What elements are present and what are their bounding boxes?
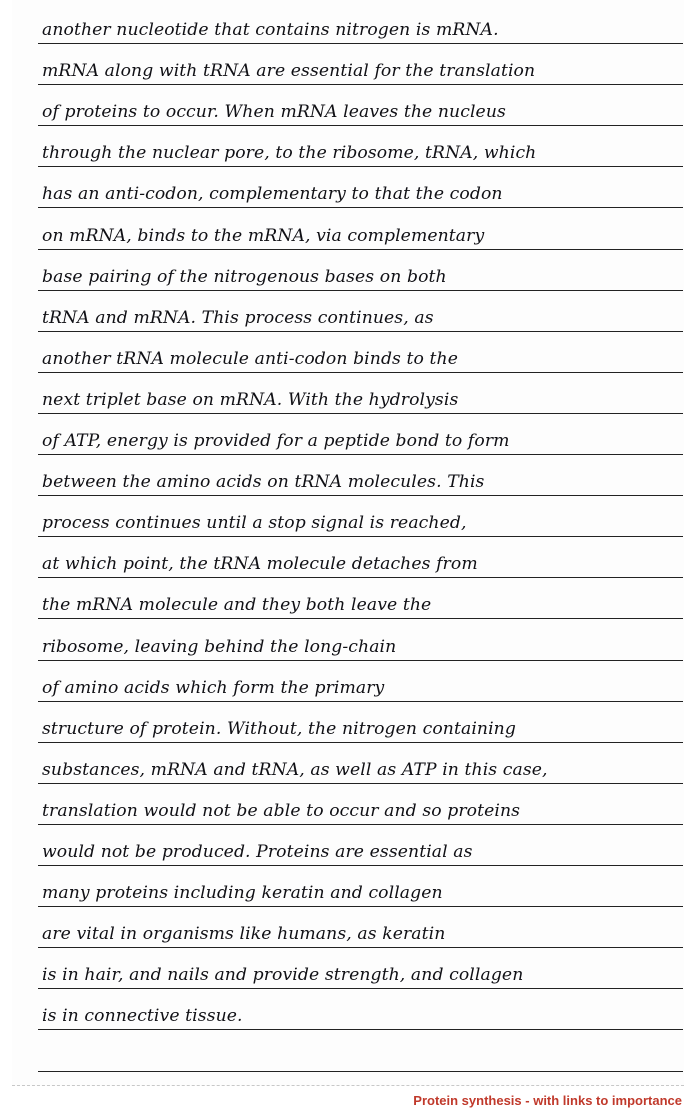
handwritten-line: on mRNA, binds to the mRNA, via complementary: [42, 225, 485, 246]
handwritten-line: base pairing of the nitrogenous bases on both: [42, 266, 447, 287]
page-caption: Protein synthesis - with links to importance: [413, 1093, 682, 1108]
handwritten-line: are vital in organisms like humans, as keratin: [42, 924, 446, 945]
handwritten-line: mRNA along with tRNA are essential for the translation: [42, 61, 536, 82]
handwritten-line: is in hair, and nails and provide strength, and collagen: [42, 965, 524, 986]
handwritten-line: would not be produced. Proteins are essential as: [42, 842, 473, 862]
handwritten-line: process continues until a stop signal is reached,: [42, 513, 467, 534]
handwritten-sheet: [12, 0, 684, 1086]
handwritten-line: substances, mRNA and tRNA, as well as ATP in this case,: [42, 759, 548, 780]
handwritten-line: at which point, the tRNA molecule detaches from: [42, 554, 478, 575]
handwritten-line: the mRNA molecule and they both leave the: [42, 595, 432, 616]
handwritten-line: of proteins to occur. When mRNA leaves the nucleus: [42, 102, 506, 123]
handwritten-line: through the nuclear pore, to the ribosome, tRNA, which: [42, 143, 537, 164]
handwritten-line: has an anti-codon, complementary to that the codon: [42, 184, 503, 205]
handwritten-line: another nucleotide that contains nitrogen is mRNA.: [42, 20, 499, 40]
handwritten-line: of ATP, energy is provided for a peptide bond to form: [42, 431, 510, 451]
handwritten-line: between the amino acids on tRNA molecules. This: [42, 472, 485, 493]
handwritten-line: structure of protein. Without, the nitrogen containing: [42, 718, 516, 739]
handwritten-line: tRNA and mRNA. This process continues, as: [42, 307, 434, 328]
handwritten-line: ribosome, leaving behind the long-chain: [42, 636, 397, 657]
handwritten-text-block: [42, 0, 682, 1085]
handwritten-line: many proteins including keratin and collagen: [42, 883, 443, 904]
handwritten-line: translation would not be able to occur and so proteins: [42, 800, 521, 821]
handwritten-line: next triplet base on mRNA. With the hydrolysis: [42, 389, 459, 410]
handwritten-line: is in connective tissue.: [42, 1006, 243, 1027]
handwritten-line: another tRNA molecule anti-codon binds to the: [42, 348, 459, 369]
handwritten-line: of amino acids which form the primary: [42, 677, 385, 698]
